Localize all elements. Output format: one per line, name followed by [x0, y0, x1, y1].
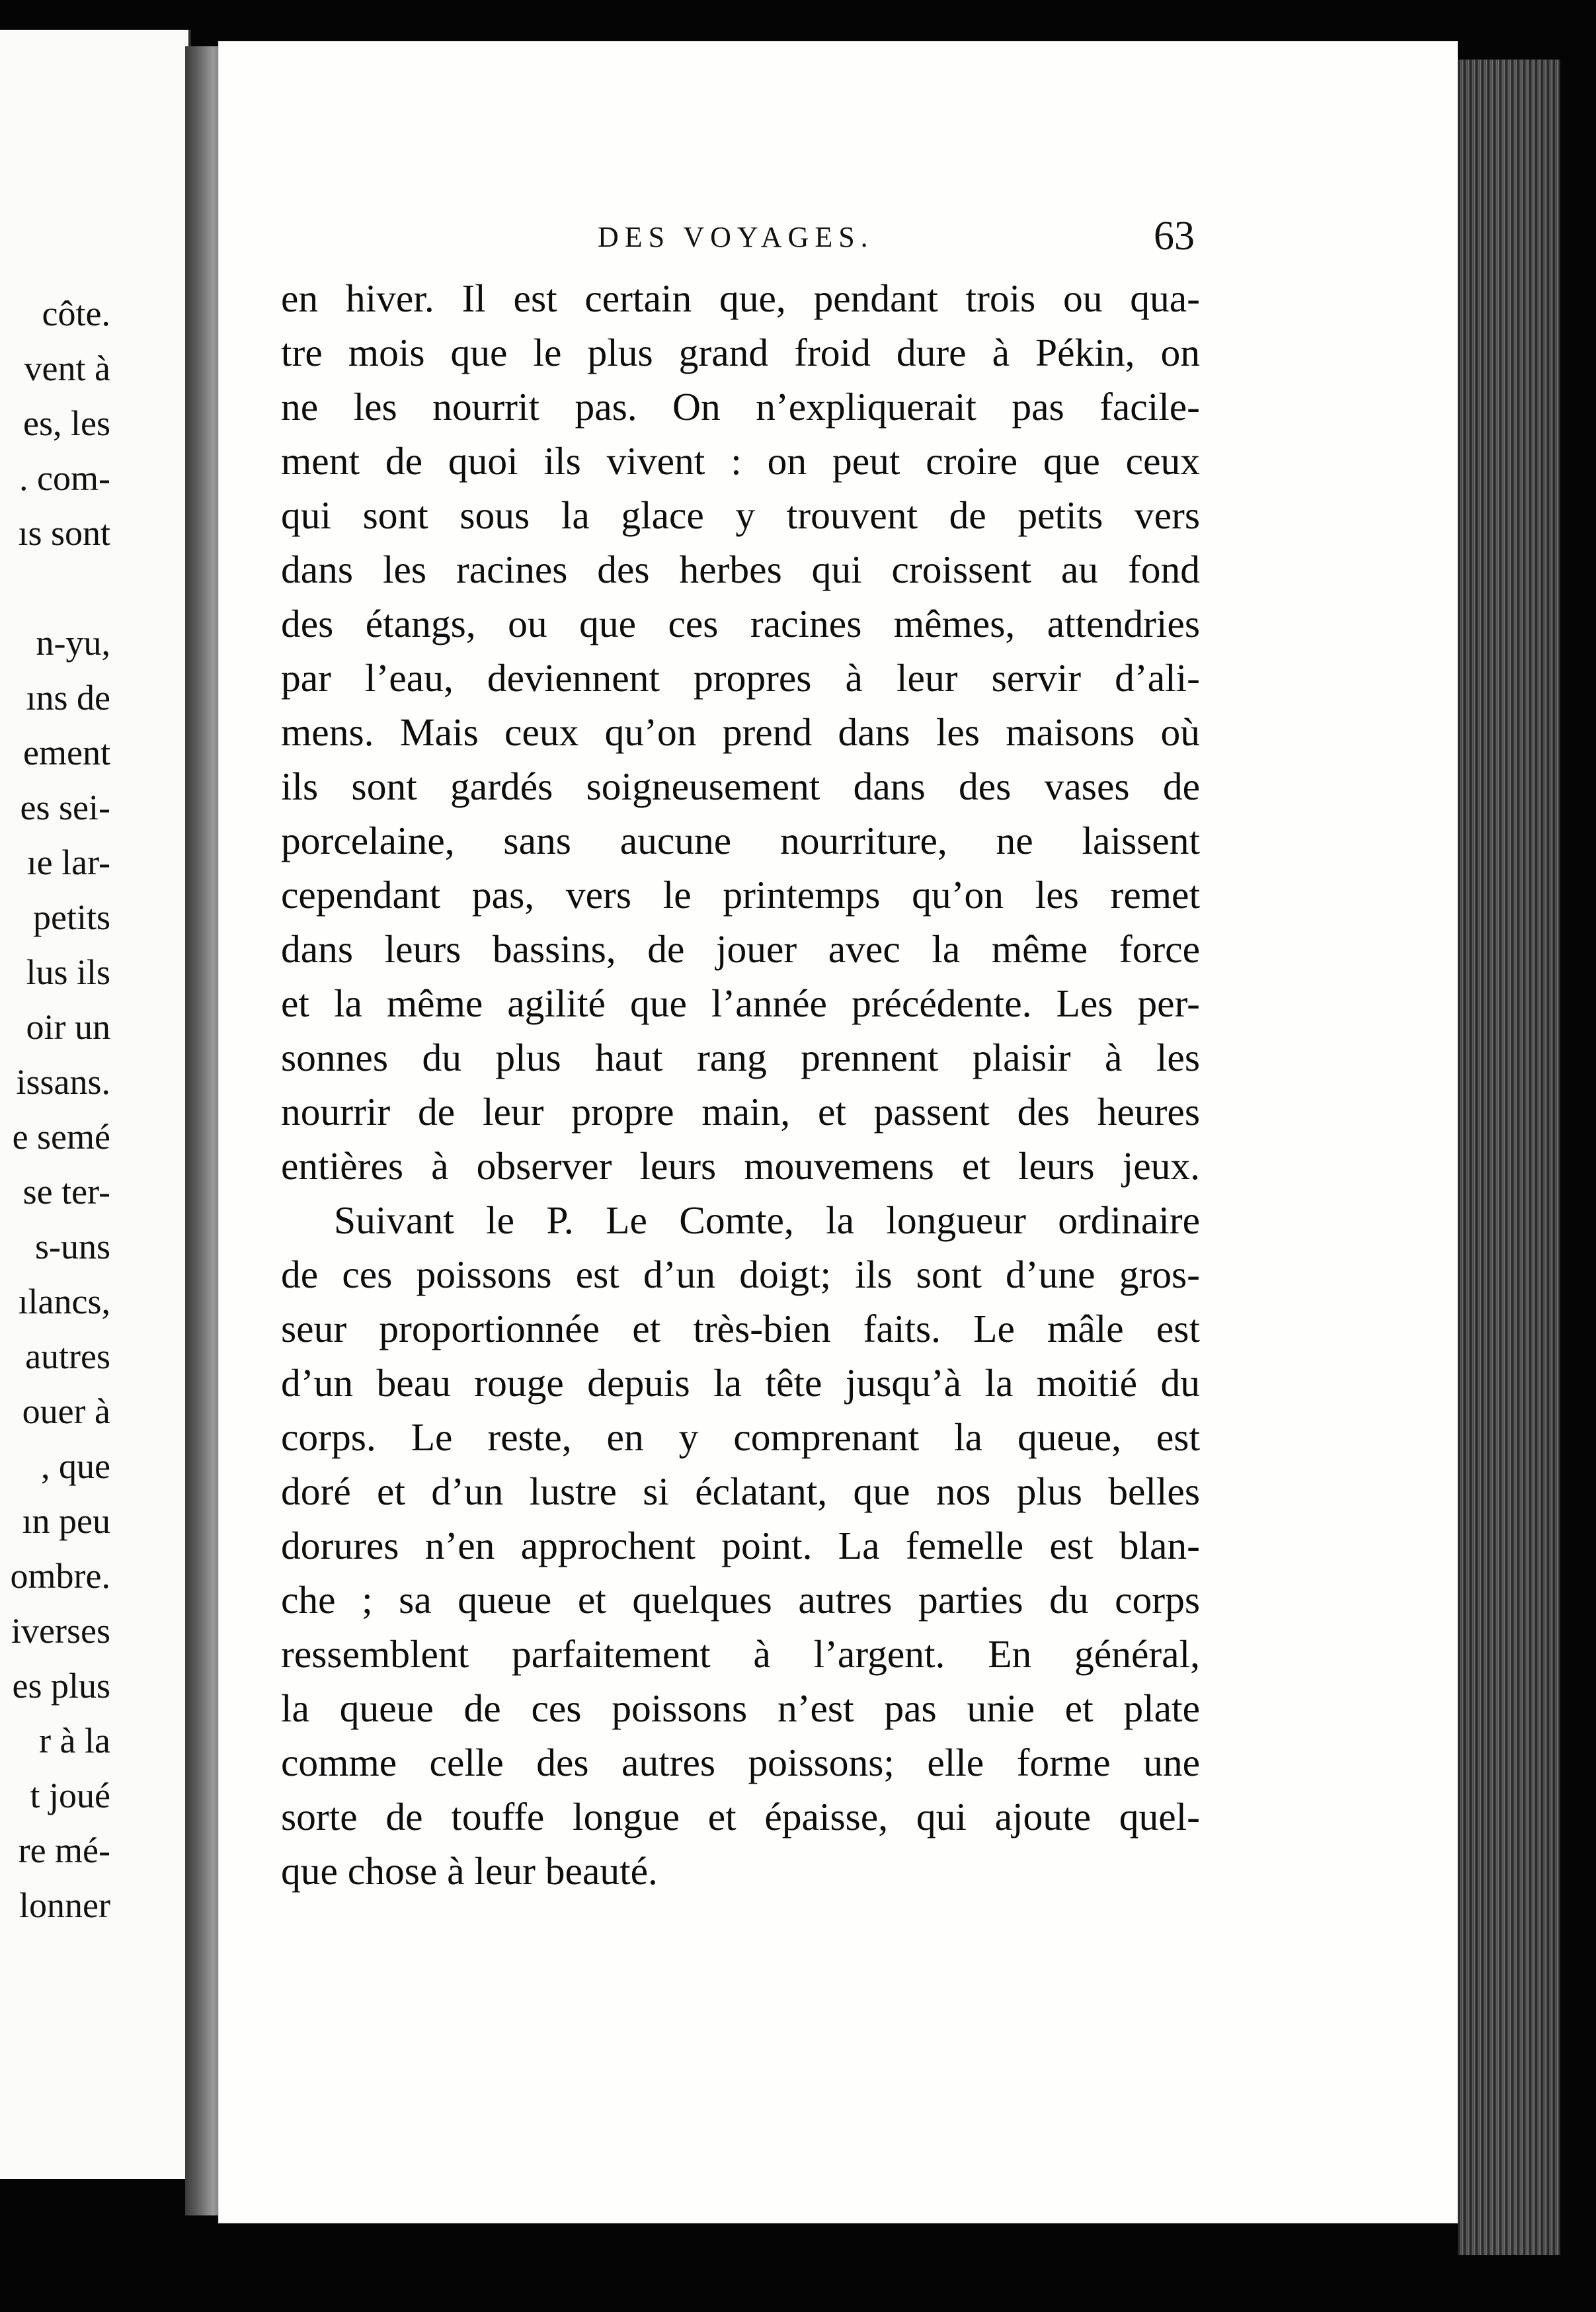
text-line: mens. Mais ceux qu’on prend dans les maisons où	[281, 710, 1200, 754]
text-line: de ces poissons est d’un doigt; ils sont d’une gros-	[281, 1253, 1200, 1296]
running-title: DES VOYAGES.	[598, 221, 874, 253]
previous-page-line: . com-	[19, 458, 110, 498]
previous-page-line: côte.	[42, 294, 110, 333]
page-number: 63	[1154, 214, 1195, 259]
text-line: doré et d’un lustre si éclatant, que nos plus belles	[281, 1469, 1200, 1513]
previous-page-line: , que	[41, 1446, 110, 1486]
text-line: nourrir de leur propre main, et passent des heures	[281, 1090, 1200, 1134]
text-line: ils sont gardés soigneusement dans des vases de	[281, 764, 1200, 808]
previous-page-line: ın peu	[22, 1501, 110, 1541]
previous-page-line: ombre.	[10, 1556, 110, 1596]
text-line: corps. Le reste, en y comprenant la queue, est	[281, 1415, 1200, 1459]
text-line: la queue de ces poissons n’est pas unie et plate	[281, 1686, 1200, 1730]
previous-page-line: iverses	[11, 1611, 110, 1651]
previous-page-line: e semé	[12, 1117, 110, 1157]
previous-page-line: ement	[23, 733, 110, 772]
previous-page-line: autres	[25, 1337, 110, 1376]
previous-page-line: petits	[33, 897, 110, 937]
previous-page-line: es sei-	[20, 788, 110, 827]
text-line: sonnes du plus haut rang prennent plaisir à les	[281, 1036, 1200, 1079]
previous-page-line: oir un	[26, 1007, 110, 1047]
text-line: ressemblent parfaitement à l’argent. En général,	[281, 1632, 1200, 1676]
text-line: des étangs, ou que ces racines mêmes, attendries	[281, 602, 1200, 645]
text-line: cependant pas, vers le printemps qu’on les remet	[281, 873, 1200, 917]
page-block-edge	[1458, 60, 1560, 2255]
text-line: comme celle des autres poissons; elle forme une	[281, 1741, 1200, 1784]
previous-page-line: n-yu,	[36, 623, 110, 663]
text-line: et la même agilité que l’année précédente. Les per-	[281, 981, 1200, 1025]
text-line: porcelaine, sans aucune nourriture, ne laissent	[281, 819, 1200, 862]
previous-page-line: es, les	[23, 403, 110, 443]
text-line: ment de quoi ils vivent : on peut croire que ceux	[281, 439, 1200, 483]
text-line: che ; sa queue et quelques autres parties du corps	[281, 1578, 1200, 1622]
previous-page-line: lonner	[19, 1885, 110, 1925]
previous-page-line: lus ils	[26, 952, 110, 992]
previous-page-line: re mé-	[18, 1831, 110, 1870]
text-line: d’un beau rouge depuis la tête jusqu’à la moitié du	[281, 1361, 1200, 1405]
text-line: en hiver. Il est certain que, pendant trois ou qua-	[281, 276, 1200, 320]
text-line: sorte de touffe longue et épaisse, qui ajoute quel-	[281, 1795, 1200, 1838]
text-line: par l’eau, deviennent propres à leur servir d’ali-	[281, 656, 1200, 700]
text-line: seur proportionnée et très-bien faits. Le mâle est	[281, 1307, 1200, 1350]
text-line: dans les racines des herbes qui croissent au fond	[281, 548, 1200, 591]
body-text	[281, 271, 1200, 1898]
previous-page-line: t joué	[30, 1776, 110, 1815]
previous-page-line: ouer à	[22, 1391, 110, 1431]
text-line: dans leurs bassins, de jouer avec la même force	[281, 927, 1200, 971]
previous-page-line: ıs sont	[18, 513, 110, 553]
text-line: ne les nourrit pas. On n’expliquerait pas facile-	[281, 385, 1200, 429]
previous-page-line: es plus	[12, 1666, 110, 1706]
previous-page-line: r à la	[39, 1721, 110, 1760]
previous-page-line: ıe lar-	[26, 843, 110, 882]
text-line: entières à observer leurs mouvemens et leurs jeux.	[281, 1144, 1200, 1188]
previous-page-line: ıns de	[26, 678, 110, 718]
text-line: tre mois que le plus grand froid dure à Pékin, on	[281, 331, 1200, 374]
paragraph-start-line: Suivant le P. Le Comte, la longueur ordinaire	[334, 1198, 1200, 1242]
text-line: dorures n’en approchent point. La femelle est blan-	[281, 1524, 1200, 1567]
previous-page-line: s-uns	[34, 1227, 110, 1266]
previous-page-line: ılancs,	[18, 1282, 110, 1321]
previous-page-line: se ter-	[22, 1172, 110, 1212]
text-line: qui sont sous la glace y trouvent de petits vers	[281, 493, 1200, 537]
paragraph-end-line: que chose à leur beauté.	[281, 1849, 658, 1893]
previous-page-line: issans.	[16, 1062, 110, 1102]
previous-page-line: vent à	[24, 349, 110, 388]
previous-page-fragment	[0, 30, 191, 2179]
